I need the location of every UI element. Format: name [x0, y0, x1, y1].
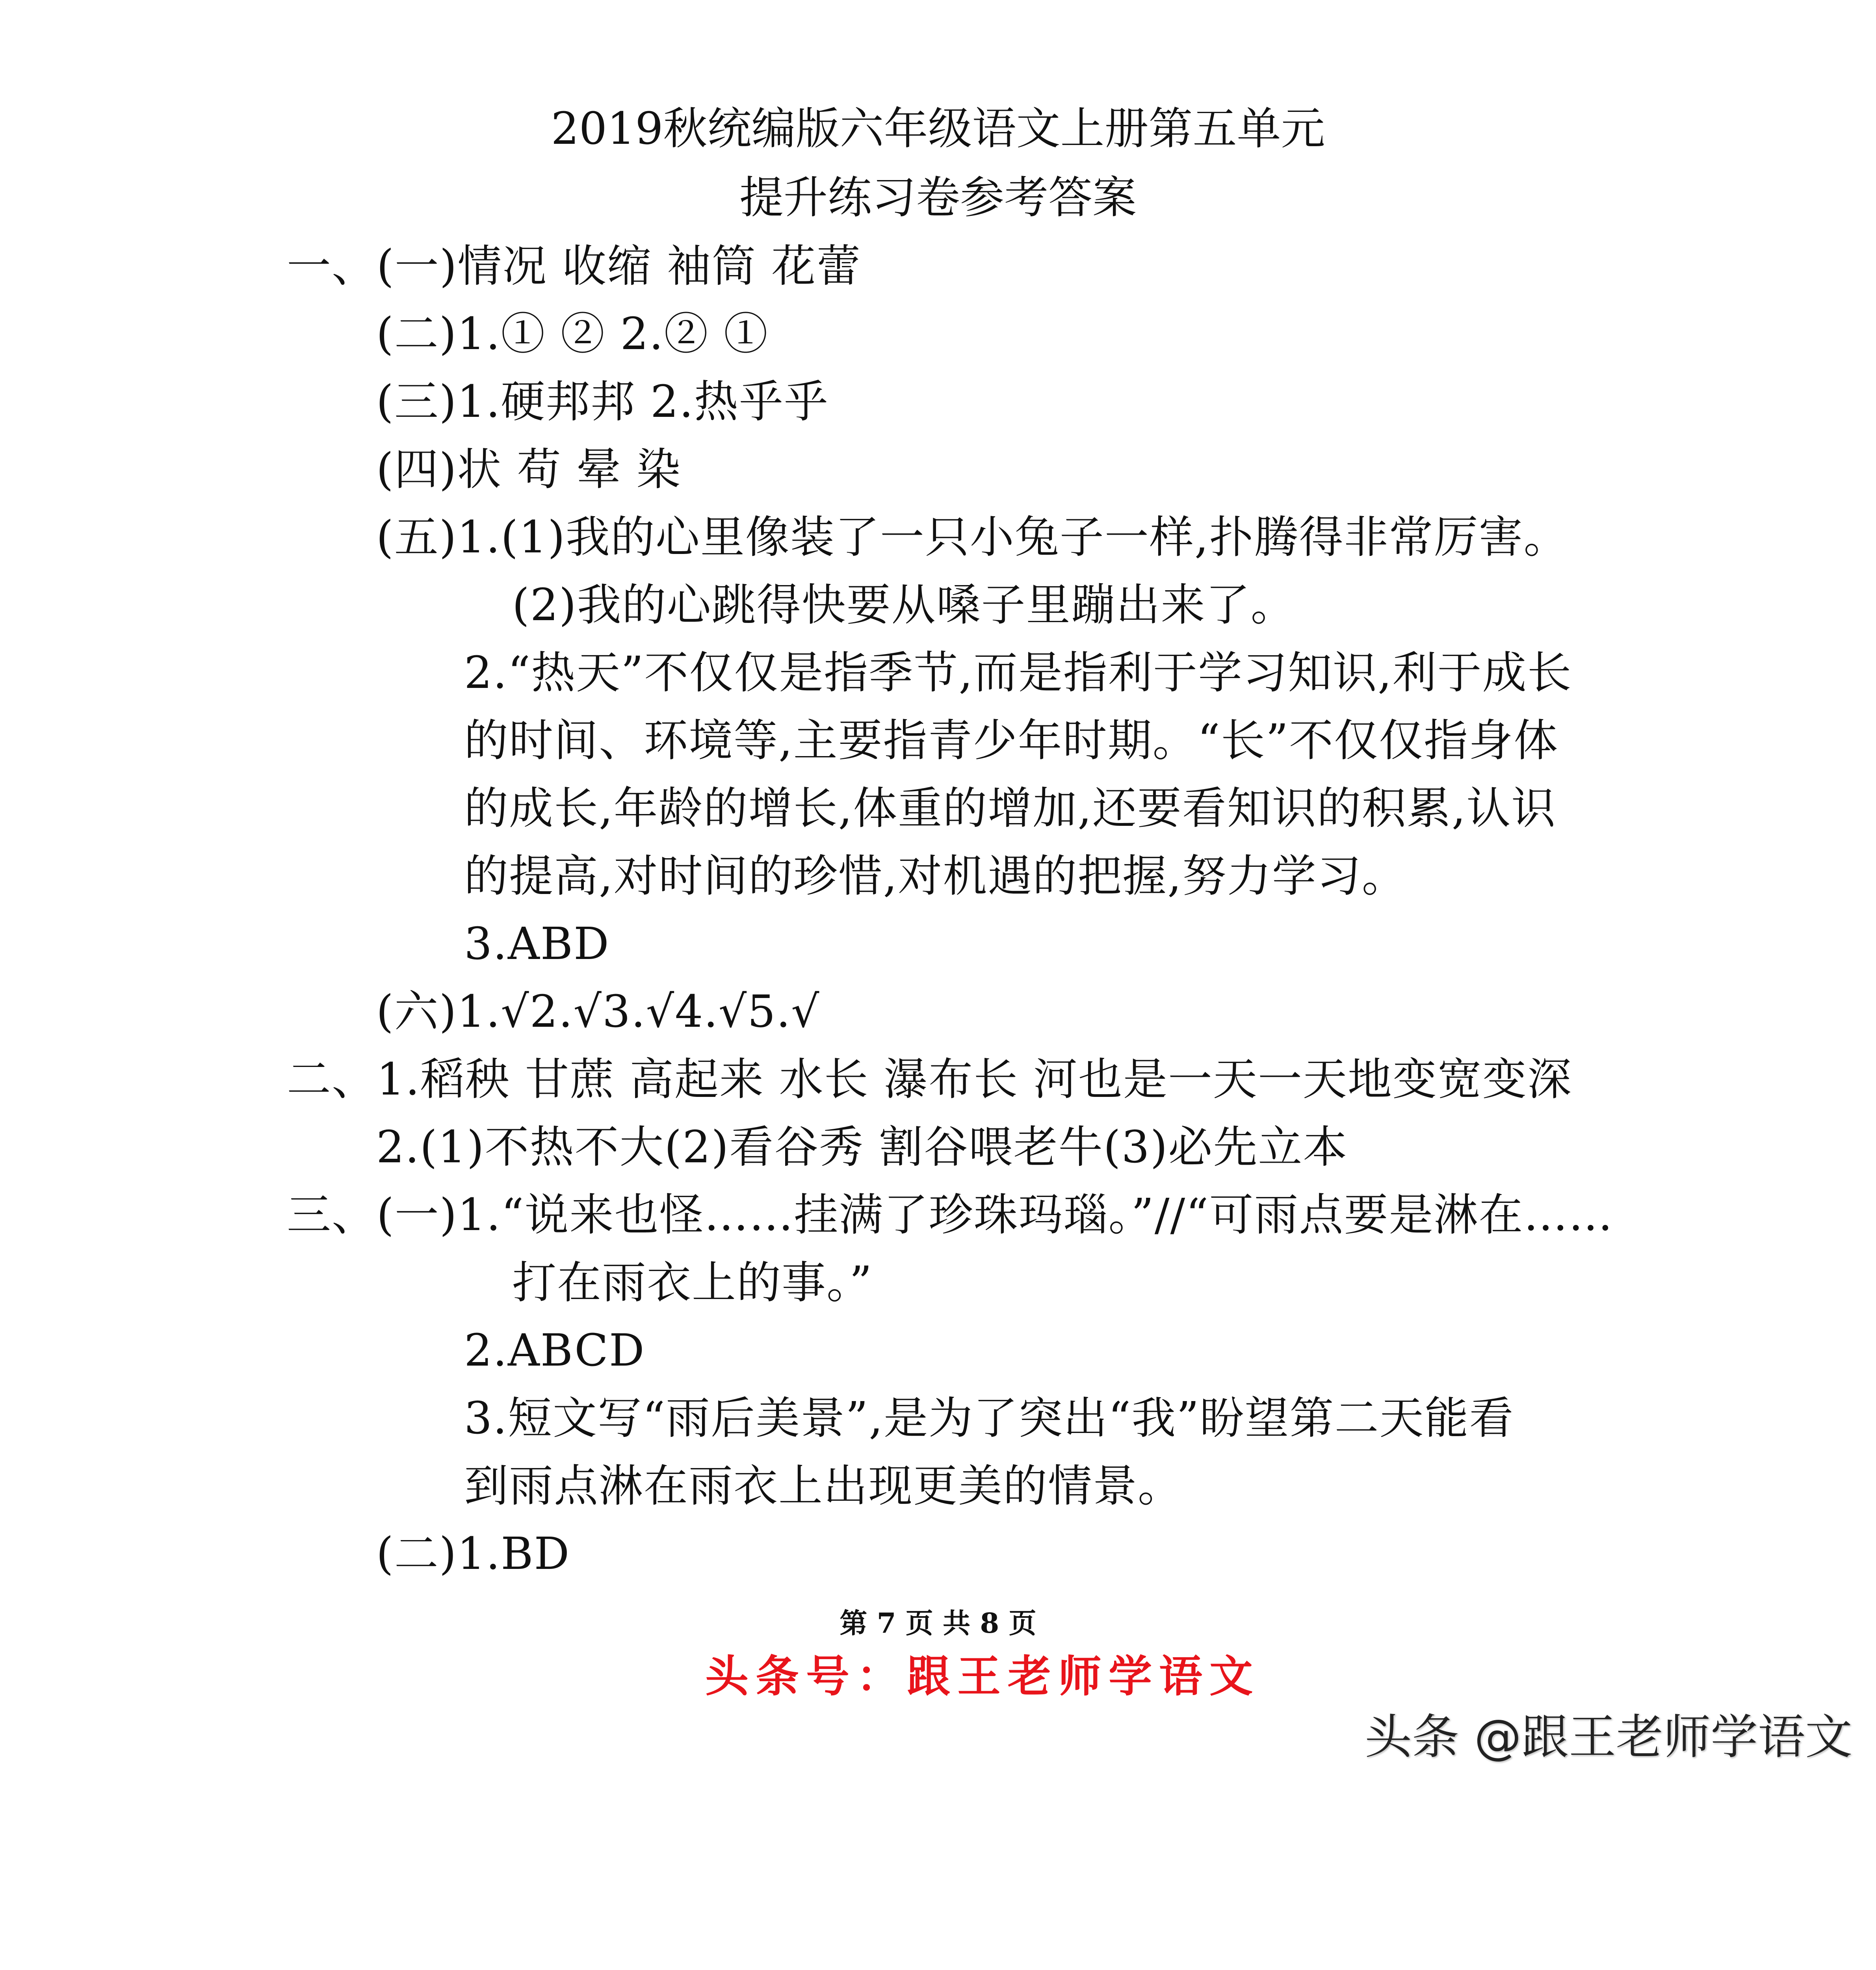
answer-line: 三、(一)1.“说来也怪……挂满了珍珠玛瑙。”//“可雨点要是淋在…… — [287, 1189, 1614, 1241]
answer-line: 的提高,对时间的珍惜,对机遇的把握,努力学习。 — [464, 851, 1407, 902]
watermark-row — [0, 1706, 1876, 1769]
answer-line: (三)1.硬邦邦 2.热乎乎 — [376, 376, 829, 427]
answer-line: 到雨点淋在雨衣上出现更美的情景。 — [464, 1461, 1183, 1512]
document-title: 2019秋统编版六年级语文上册第五单元 — [551, 103, 1325, 154]
answer-line: 的时间、环境等,主要指青少年时期。“长”不仅仅指身体 — [464, 715, 1559, 766]
answer-line: 3.短文写“雨后美景”,是为了突出“我”盼望第二天能看 — [464, 1393, 1514, 1444]
answer-line: 3.ABD — [464, 918, 610, 970]
page-number: 第 7 页 共 8 页 — [840, 1607, 1036, 1639]
document-subtitle: 提升练习卷参考答案 — [739, 172, 1137, 223]
answer-line: (2)我的心跳得快要从嗓子里蹦出来了。 — [512, 580, 1296, 631]
answer-line: 的成长,年龄的增长,体重的增加,还要看知识的积累,认识 — [464, 783, 1557, 834]
watermark: 头条 @跟王老师学语文 — [1364, 1710, 1852, 1765]
answer-line: 2.ABCD — [464, 1325, 645, 1376]
answer-line: (四)状 苟 晕 染 — [376, 444, 682, 495]
answer-line: 2.(1)不热不大(2)看谷秀 割谷喂老牛(3)必先立本 — [376, 1122, 1348, 1173]
answer-line: (五)1.(1)我的心里像装了一只小兔子一样,扑腾得非常厉害。 — [376, 512, 1569, 563]
answer-line: 二、1.稻秧 甘蔗 高起来 水长 瀑布长 河也是一天一天地变宽变深 — [287, 1054, 1572, 1105]
promo-text: 头条号：跟王老师学语文 — [705, 1651, 1260, 1702]
answer-line: (六)1.√2.√3.√4.√5.√ — [376, 986, 820, 1037]
answer-line: 打在雨衣上的事。” — [512, 1257, 873, 1308]
answer-line: 2.“热天”不仅仅是指季节,而是指利于学习知识,利于成长 — [464, 647, 1572, 699]
answer-line: 一、(一)情况 收缩 袖筒 花蕾 — [287, 241, 862, 292]
answer-line: (二)1.BD — [376, 1528, 570, 1580]
answer-line: (二)1.① ② 2.② ① — [376, 309, 769, 360]
